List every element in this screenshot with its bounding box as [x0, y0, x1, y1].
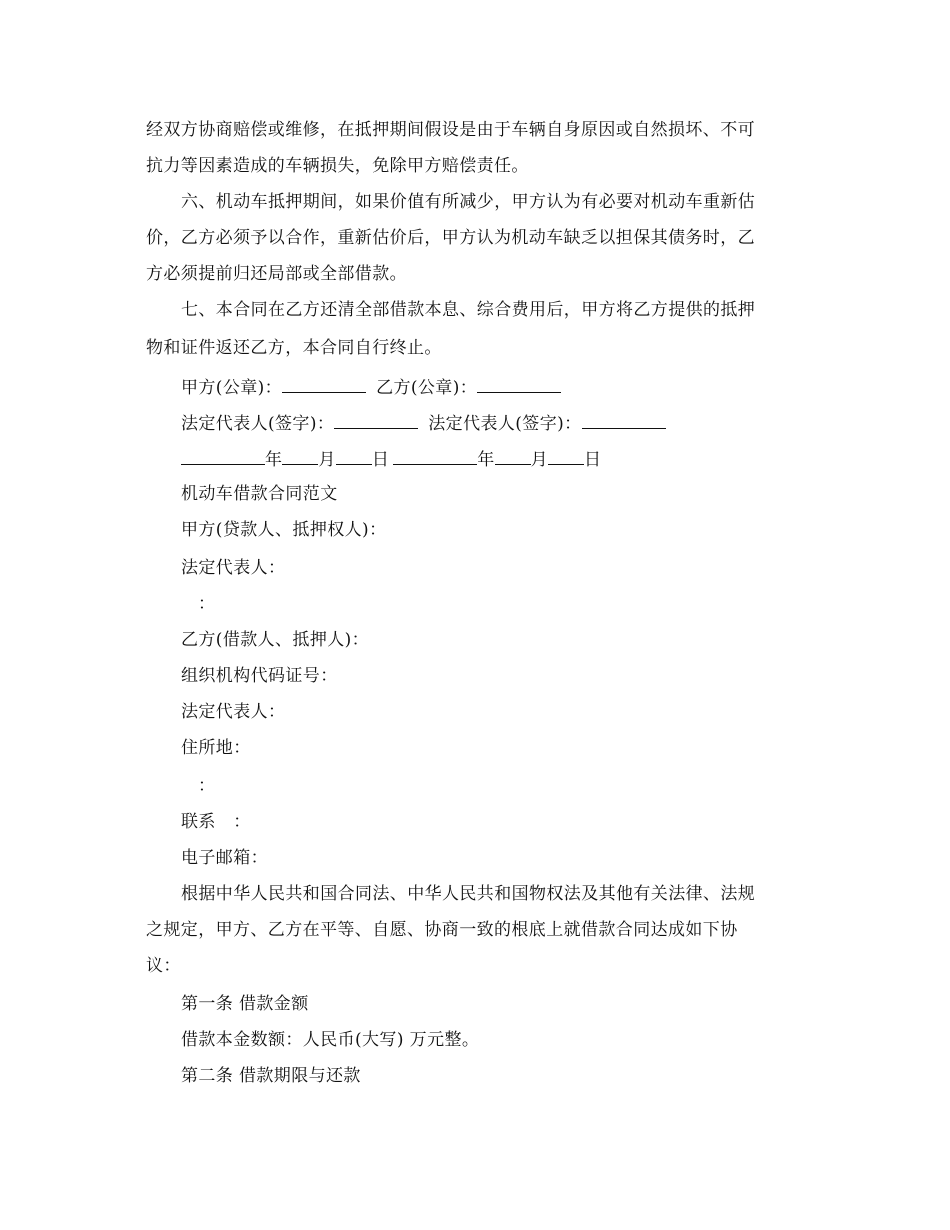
rep-b-sign-blank	[582, 412, 666, 429]
rep-a-sign-blank	[334, 412, 418, 429]
article-1-heading: 第一条 借款金额	[181, 994, 309, 1014]
year-blank	[181, 448, 265, 465]
party-a-line: 甲方(贷款人、抵押权人)：	[181, 520, 387, 540]
month-label: 月	[530, 450, 549, 470]
month-label: 月	[318, 450, 336, 470]
month-blank	[495, 448, 531, 465]
address-line: 住所地：	[181, 738, 251, 758]
party-b-seal-label: 乙方(公章)：	[376, 378, 478, 398]
day-blank	[336, 448, 372, 465]
day-label: 日	[584, 450, 602, 470]
paragraph-line: 物和证件返还乙方，本合同自行终止。	[146, 338, 442, 358]
contact-line: 联系 ：	[181, 812, 251, 832]
party-b-colon-line: ：	[198, 776, 216, 796]
paragraph-line: 七、本合同在乙方还清全部借款本息、综合费用后，甲方将乙方提供的抵押	[181, 300, 756, 320]
article-1-body: 借款本金数额：人民币(大写) 万元整。	[181, 1030, 480, 1050]
party-b-rep-line: 法定代表人：	[181, 702, 286, 722]
preamble-line: 根据中华人民共和国合同法、中华人民共和国物权法及其他有关法律、法规	[181, 884, 756, 904]
party-a-seal-blank	[282, 376, 366, 393]
party-a-colon-line: ：	[198, 594, 216, 614]
org-code-line: 组织机构代码证号：	[181, 666, 338, 686]
paragraph-line: 经双方协商赔偿或维修，在抵押期间假设是由于车辆自身原因或自然损坏、不可	[146, 120, 755, 140]
party-a-rep-line: 法定代表人：	[181, 558, 286, 578]
article-2-heading: 第二条 借款期限与还款	[181, 1066, 361, 1086]
paragraph-line: 价，乙方必须予以合作，重新估价后，甲方认为机动车缺乏以担保其债务时，乙	[146, 228, 755, 248]
preamble-line: 议：	[146, 956, 181, 976]
contract-title: 机动车借款合同范文	[181, 484, 338, 504]
preamble-line: 之规定，甲方、乙方在平等、自愿、协商一致的根底上就借款合同达成如下协	[146, 920, 738, 940]
email-line: 电子邮箱：	[181, 848, 268, 868]
year-blank	[393, 448, 477, 465]
paragraph-line: 抗力等因素造成的车辆损失，免除甲方赔偿责任。	[146, 156, 529, 176]
rep-sign-line	[181, 412, 666, 434]
party-b-line: 乙方(借款人、抵押人)：	[181, 630, 370, 650]
year-label: 年	[265, 450, 283, 470]
party-b-seal-blank	[477, 376, 561, 393]
rep-a-sign-label: 法定代表人(签字)：	[181, 414, 335, 434]
seal-line	[181, 376, 561, 398]
paragraph-line: 六、机动车抵押期间，如果价值有所减少，甲方认为有必要对机动车重新估	[181, 192, 756, 212]
party-a-seal-label: 甲方(公章)：	[181, 378, 283, 398]
month-blank	[282, 448, 318, 465]
day-label: 日	[371, 450, 390, 470]
year-label: 年	[477, 450, 495, 470]
rep-b-sign-label: 法定代表人(签字)：	[428, 414, 582, 434]
date-line	[181, 448, 601, 470]
day-blank	[548, 448, 584, 465]
paragraph-line: 方必须提前归还局部或全部借款。	[146, 264, 407, 284]
